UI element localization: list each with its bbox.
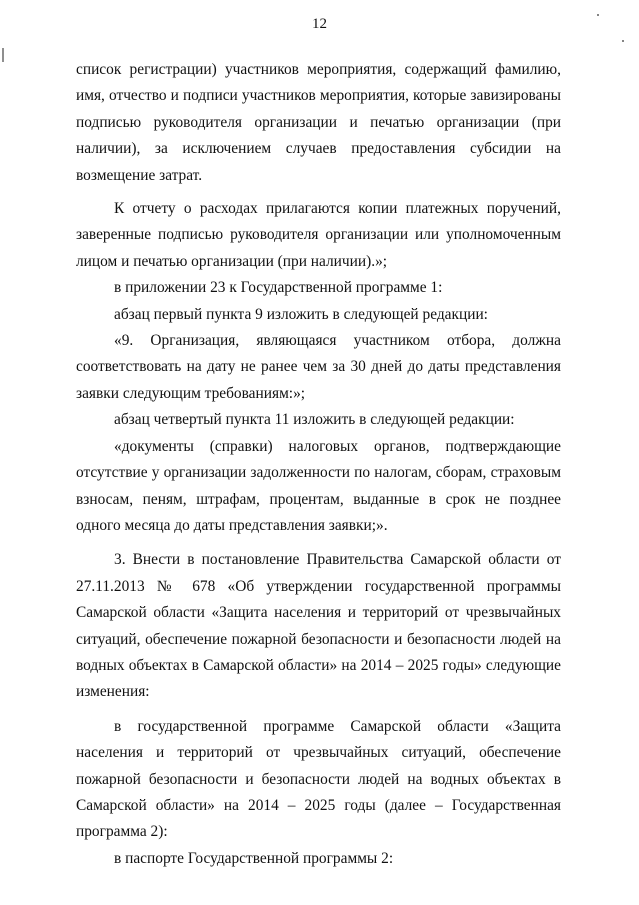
paragraph-program-2-passport: в паспорте Государственной программы 2: (114, 849, 394, 867)
page-number: 12 (312, 16, 327, 32)
paragraph-item-9-amendment: абзац первый пункта 9 изложить в следующей редакции: (114, 305, 488, 323)
scan-mark-top-right (597, 14, 599, 16)
paragraph-section-3: 3. Внести в постановление Правительства Самарской области от 27.11.2013 № 678 «Об утверждении государственной программы Самарской области «Защита населения и территорий от чрезвычайных ситуаций, обеспечение пожарной безопасности и безопасности людей на водных объектах в Самарской области» на 2014 – 2025 годы» следующие изменения: (76, 551, 561, 701)
paragraph-registration-list: список регистрации) участников мероприятия, содержащий фамилию, имя, отчество и подписи участников мероприятия, которые завизированы подписью руководителя организации и печатью организации (при наличии), за исключением случаев предоставления субсидии на возмещение затрат. (76, 61, 561, 184)
scan-mark-right (622, 40, 624, 42)
scan-mark-left (2, 48, 4, 62)
paragraph-item-11-amendment: абзац четвертый пункта 11 изложить в следующей редакции: (114, 411, 515, 429)
paragraph-appendix-23: в приложении 23 к Государственной программе 1: (114, 279, 443, 297)
paragraph-report-attachments: К отчету о расходах прилагаются копии платежных поручений, заверенные подписью руководителя организации или уполномоченным лицом и печатью организации (при наличии).»; (76, 200, 561, 270)
paragraph-item-11-text: «документы (справки) налоговых органов, подтверждающие отсутствие у организации задолженности по налогам, сборам, страховым взносам, пеням, штрафам, процентам, выданные в срок не позднее одного месяца до даты представления заявки;». (76, 437, 561, 534)
document-body (76, 57, 561, 872)
paragraph-item-9-text: «9. Организация, являющаяся участником отбора, должна соответствовать на дату не ранее чем за 30 дней до даты представления заявки следующим требованиям:»; (76, 332, 561, 402)
paragraph-program-2-definition: в государственной программе Самарской области «Защита населения и территорий от чрезвычайных ситуаций, обеспечение пожарной безопасности и безопасности людей на водных объектах в Самарской области» на 2014 – 2025 годы (далее – Государственная программа 2): (76, 717, 561, 841)
